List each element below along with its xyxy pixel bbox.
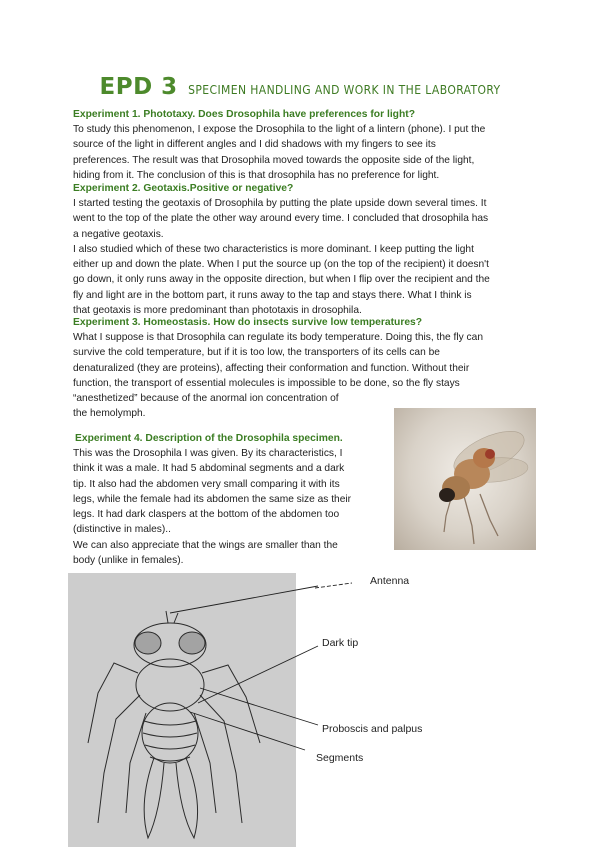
exp4-line: legs, while the female had its abdomen the same size as their: [73, 493, 352, 505]
exp3-heading: Experiment 3. Homeostasis. How do insects survive low temperatures?: [73, 317, 423, 328]
proboscis-leader: [200, 688, 318, 725]
exp4-line: We can also appreciate that the wings are smaller than the: [73, 539, 338, 551]
label-proboscis: Proboscis and palpus: [322, 723, 423, 735]
exp2-line: that geotaxis is more predominant than phototaxis in drosophila.: [73, 305, 362, 317]
antenna-leader: [170, 586, 318, 613]
exp3-line: “anesthetized” because of the anormal ion concentration of: [73, 393, 339, 405]
title-subtitle: SPECIMEN HANDLING AND WORK IN THE LABORATORY: [188, 83, 501, 97]
exp2-heading: Experiment 2. Geotaxis.Positive or negative?: [73, 183, 294, 194]
exp2-line: went to the top of the plate the other way around every time. I concluded that drosophila has: [73, 213, 489, 225]
exp3-line: What I suppose is that Drosophila can regulate its body temperature. Doing this, the fly can: [73, 332, 483, 343]
exp2-line: either up and down the plate. When I put the source up (on the top of the recipient) it doesn't: [73, 259, 489, 271]
exp2-line: I started testing the geotaxis of Drosophila by putting the plate upside down several times. It: [73, 198, 487, 209]
antenna-leader-dash: [315, 583, 352, 588]
exp3-line: the hemolymph.: [73, 408, 146, 420]
title-main: EPD 3: [99, 74, 178, 100]
exp3-line: survive the cold temperature, but if it is too low, the transporters of its cells can be: [73, 347, 440, 359]
exp2-line: go down, it only runs away in the opposite direction, but when I flip over the recipient and the: [73, 274, 490, 286]
exp3-line: denaturalized (they are proteins), affecting their conformation and function. Without their: [73, 362, 470, 374]
exp4-line: legs. It had dark claspers at the bottom of the abdomen too: [73, 509, 340, 521]
exp4-heading: Experiment 4. Description of the Drosophila specimen.: [75, 433, 343, 444]
exp1-heading: Experiment 1. Phototaxy. Does Drosophila have preferences for light?: [73, 109, 415, 120]
exp1-line: source of the light in different angles and I did shadows with my fingers to see its: [73, 139, 436, 151]
label-antenna: Antenna: [370, 575, 410, 587]
exp2-line: a negative geotaxis.: [73, 228, 164, 240]
exp4-line: (distinctive in males)..: [73, 524, 171, 536]
exp2-line: I also studied which of these two characteristics is more dominant. I keep putting the light: [73, 243, 474, 255]
dark-tip-leader: [198, 646, 318, 703]
exp4-line: This was the Drosophila I was given. By its characteristics, I: [73, 448, 343, 459]
exp4-line: tip. It also had the abdomen very small comparing it with its: [73, 478, 340, 490]
label-dark-tip: Dark tip: [322, 637, 359, 649]
exp1-line: preferences. The result was that Drosophila moved towards the opposite side of the light,: [73, 154, 475, 166]
segments-leader: [190, 712, 305, 750]
exp3-line: function, the transport of essential molecules is impossible to be done, so the fly stays: [73, 377, 460, 389]
exp2-line: fly and light are in the bottom part, it runs away to the tap and stays there. What I think is: [73, 289, 472, 301]
exp1-line: To study this phenomenon, I expose the Drosophila to the light of a lintern (phone). I put the: [73, 124, 486, 135]
exp4-line: body (unlike in females).: [73, 555, 184, 567]
label-segments: Segments: [316, 752, 364, 764]
exp4-line: think it was a male. It had 5 abdominal segments and a dark: [73, 463, 345, 475]
exp1-line: hiding from it. The conclusion of this is that drosophila has no preference for light.: [73, 169, 440, 181]
